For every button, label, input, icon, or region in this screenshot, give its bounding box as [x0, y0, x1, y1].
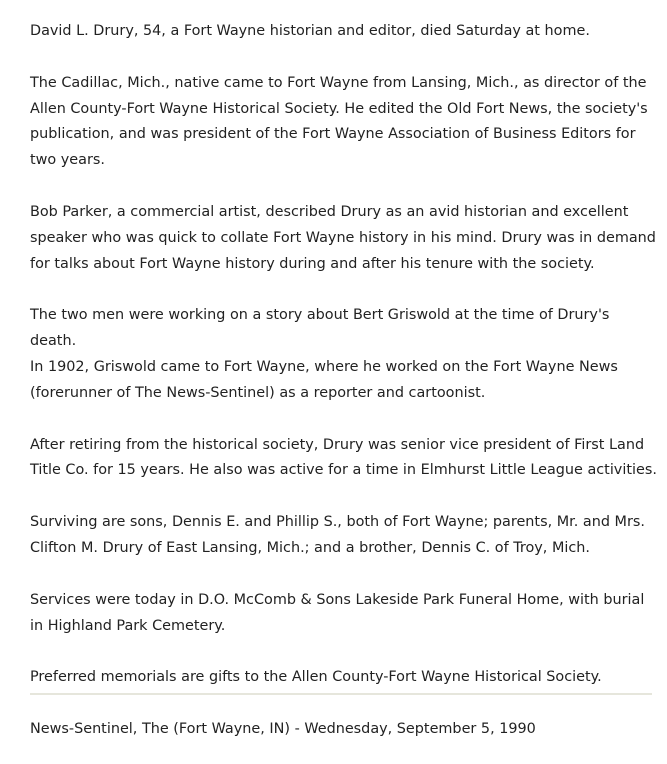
article-paragraph: Surviving are sons, Dennis E. and Phillip S., both of Fort Wayne; parents, Mr. and Mrs. Clifton M. Drury of East Lansing, Mich.; and a brother, Dennis C. of Troy, Mich.: [30, 514, 645, 556]
article-paragraph: After retiring from the historical society, Drury was senior vice president of First Land Title Co. for 15 years. He also was active for a time in Elmhurst Little League activities.: [30, 436, 657, 479]
source-citation: News-Sentinel, The (Fort Wayne, IN) - Wednesday, September 5, 1990: [30, 721, 536, 737]
article-body: [30, 19, 660, 717]
article-paragraph: The two men were working on a story about Bert Griswold at the time of Drury's death. In 1902, Griswold came to Fort Wayne, where he worked on the Fort Wayne News (forerunner of The News-Sentinel) as a reporter and cartoonist.: [30, 307, 618, 401]
article-paragraph: The Cadillac, Mich., native came to Fort Wayne from Lansing, Mich., as director of the Allen County-Fort Wayne Historical Society. He edited the Old Fort News, the society's publication, and was president of the Fort Wayne Association of Business Editors for two years.: [30, 74, 648, 169]
article-paragraph: Preferred memorials are gifts to the Allen County-Fort Wayne Historical Society.: [30, 669, 602, 686]
divider: [30, 693, 652, 695]
article-paragraph: David L. Drury, 54, a Fort Wayne historian and editor, died Saturday at home.: [30, 23, 590, 39]
article-paragraph: Services were today in D.O. McComb & Sons Lakeside Park Funeral Home, with burial in Highland Park Cemetery.: [30, 591, 645, 634]
article-paragraph: Bob Parker, a commercial artist, described Drury as an avid historian and excellent speaker who was quick to collate Fort Wayne history in his mind. Drury was in demand for talks about Fort Wayne history during and after his tenure with the society.: [30, 203, 656, 272]
